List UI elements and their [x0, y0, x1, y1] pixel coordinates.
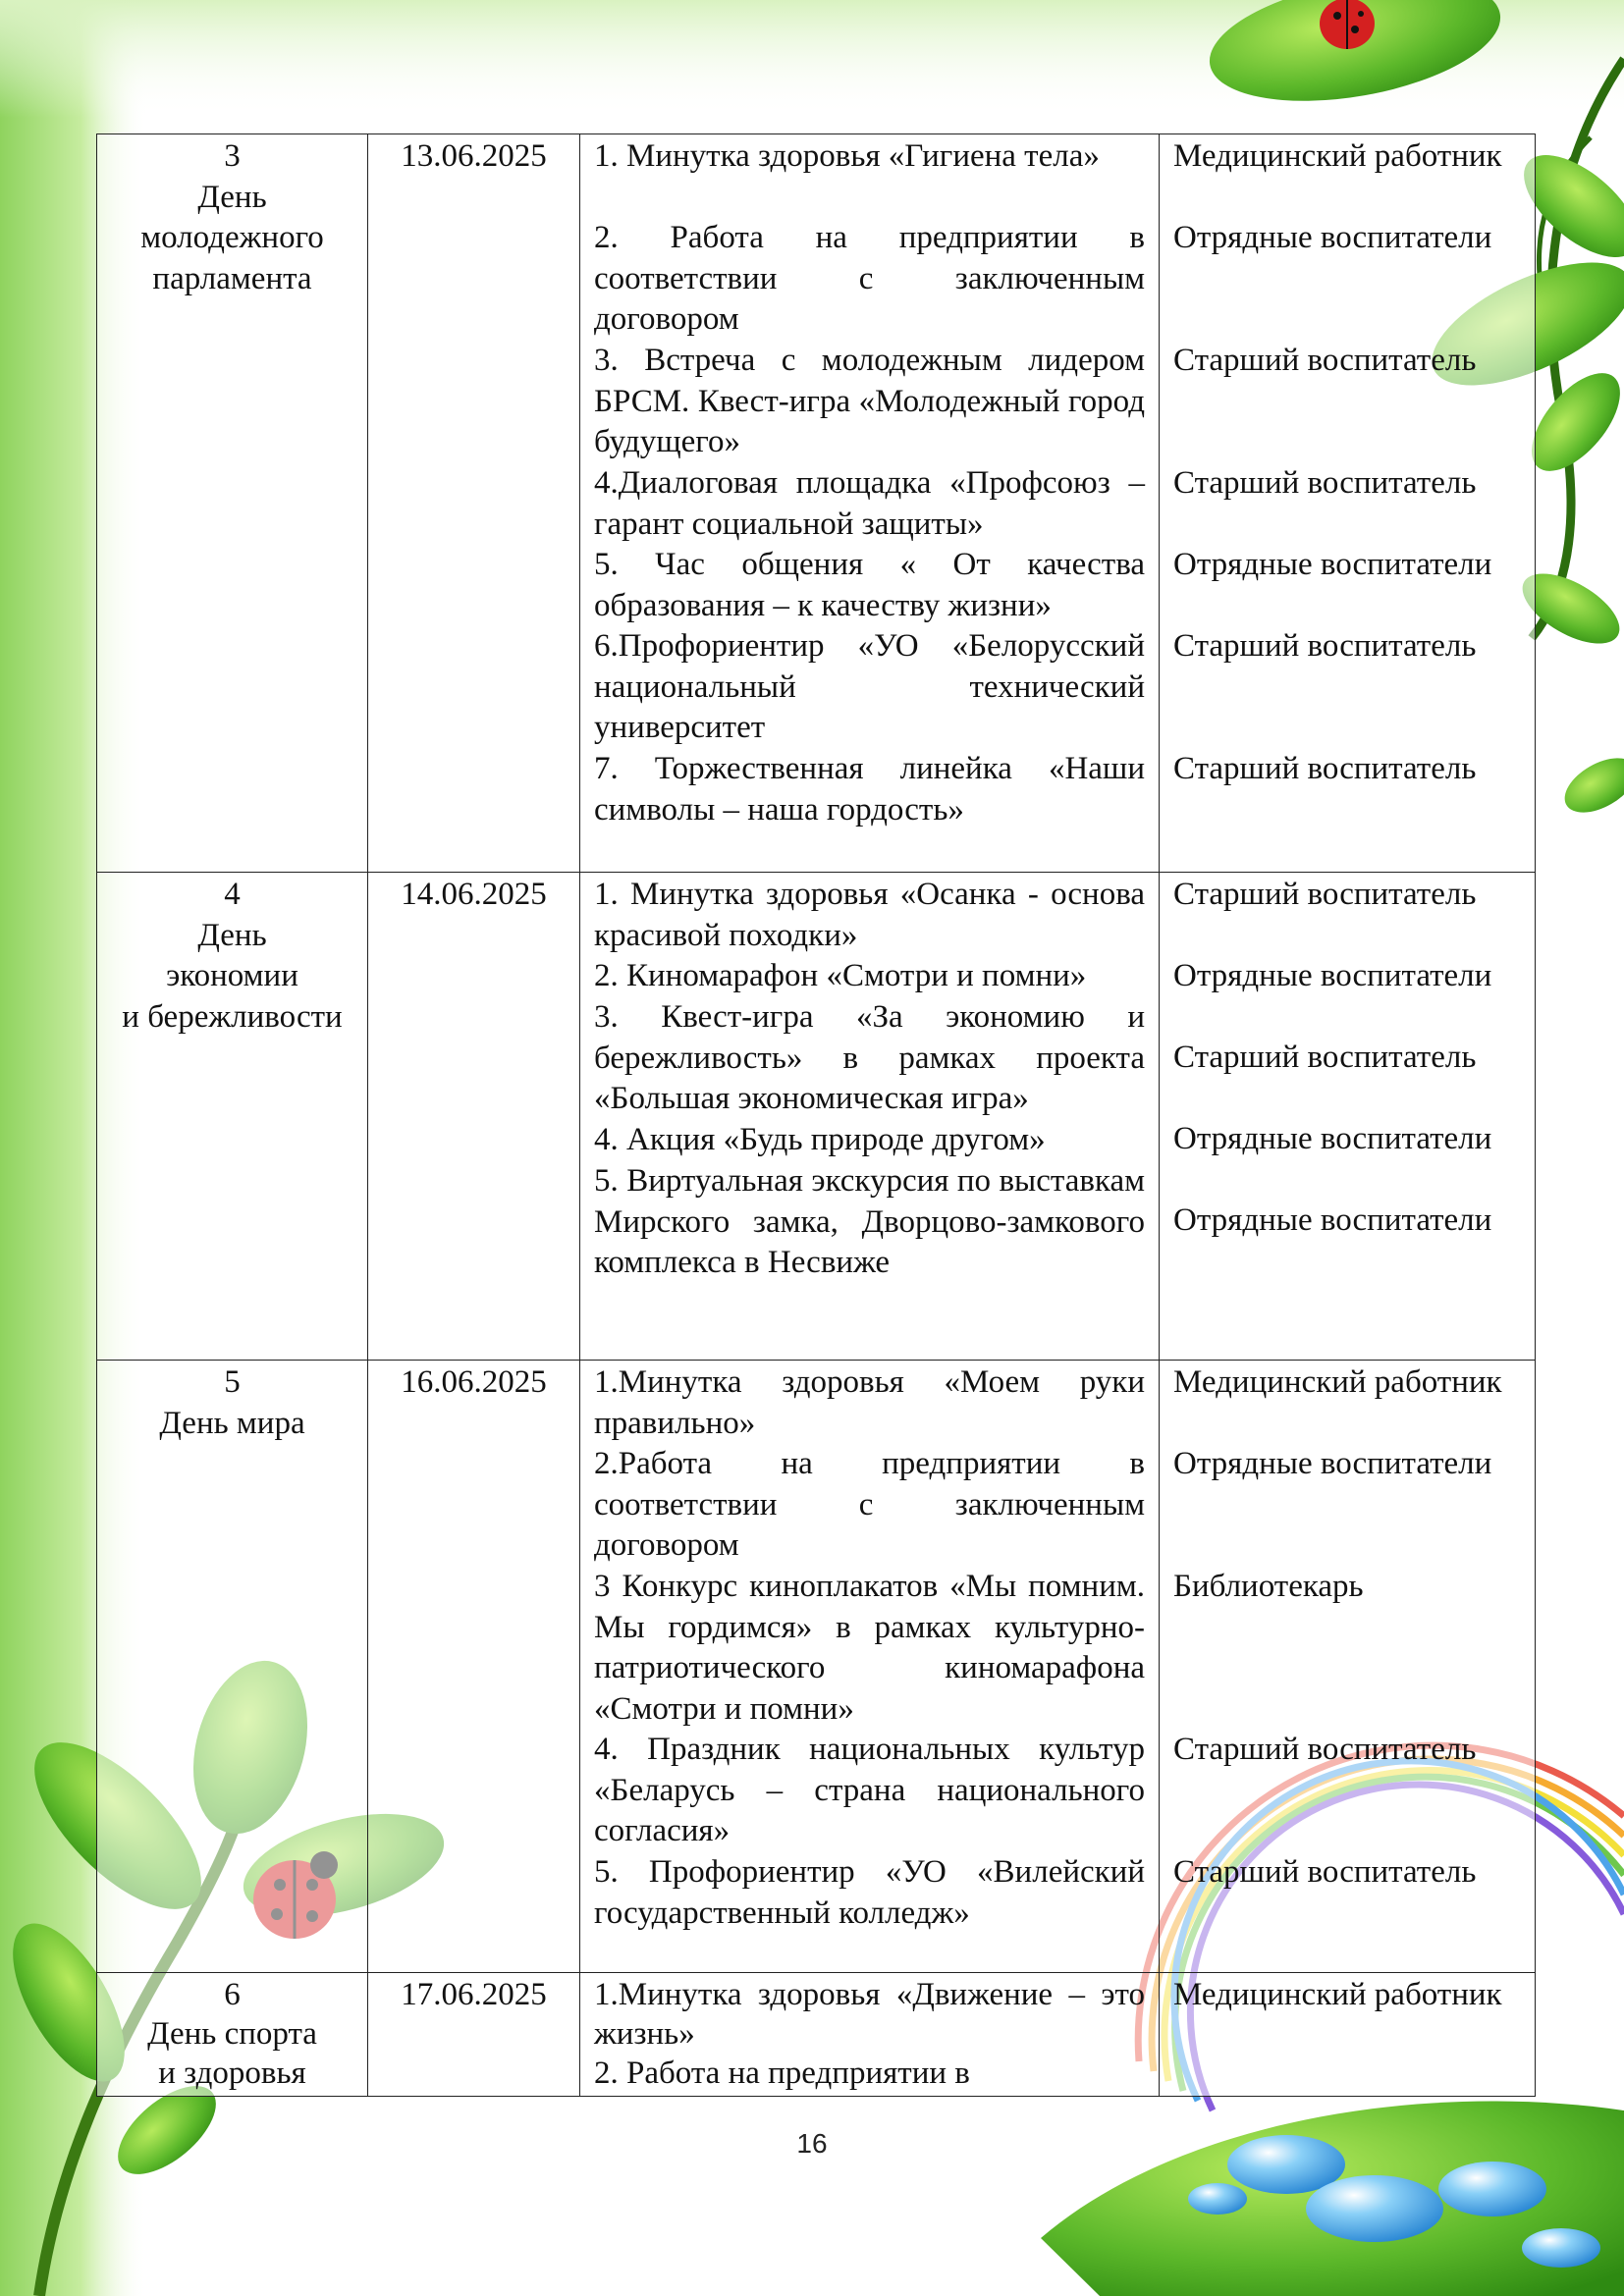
activity-item: 4.Диалоговая площадка «Профсоюз – гарант социальной защиты» [594, 465, 1145, 542]
table-row [97, 1973, 1536, 2097]
day-cell [97, 1973, 368, 2097]
page-number: 16 [796, 2128, 828, 2159]
responsible-item: Старший воспитатель [1173, 1732, 1477, 1767]
activity-item: 2.Работа на предприятии в соответствии с заключенным договором [594, 1446, 1145, 1563]
ladybug-icon [1320, 0, 1375, 49]
activities-cell [580, 873, 1160, 1361]
responsible-item: Старший воспитатель [1173, 877, 1477, 912]
activities-cell [580, 1973, 1160, 2097]
day-title-line: парламента [152, 260, 312, 296]
activity-item: 1.Минутка здоровья «Движение – это жизнь» [594, 1977, 1145, 2052]
day-title-line: День мира [159, 1405, 305, 1441]
activity-item: 3 Конкурс киноплакатов «Мы помним. Мы гордимся» в рамках культурно-патриотического киномарафона «Смотри и помни» [594, 1569, 1145, 1727]
responsible-item: Старший воспитатель [1173, 1040, 1477, 1075]
date-cell: 13.06.2025 [368, 134, 580, 873]
activities-cell [580, 1361, 1160, 1973]
responsible-item: Медицинский работник [1173, 1977, 1502, 2012]
day-title-line: экономии [166, 958, 298, 993]
activity-item: 1. Минутка здоровья «Гигиена тела» [594, 138, 1100, 174]
table-row [97, 1361, 1536, 1973]
day-title-line: День [197, 179, 267, 215]
responsible-cell [1160, 1361, 1536, 1973]
responsible-item: Отрядные воспитатели [1173, 547, 1492, 582]
day-cell [97, 1361, 368, 1973]
day-number: 4 [224, 877, 241, 912]
date-cell: 16.06.2025 [368, 1361, 580, 1973]
responsible-cell [1160, 1973, 1536, 2097]
date-cell: 14.06.2025 [368, 873, 580, 1361]
day-number: 5 [224, 1364, 241, 1400]
responsible-item: Старший воспитатель [1173, 751, 1477, 786]
day-title-line: День спорта [147, 2016, 317, 2052]
responsible-cell [1160, 134, 1536, 873]
activity-item: 4. Акция «Будь природе другом» [594, 1122, 1046, 1157]
activities-cell [580, 134, 1160, 873]
responsible-item: Отрядные воспитатели [1173, 220, 1492, 255]
activity-item: 3. Встреча с молодежным лидером БРСМ. Квест-игра «Молодежный город будущего» [594, 343, 1145, 459]
activity-item: 1.Минутка здоровья «Моем руки правильно» [594, 1364, 1145, 1441]
responsible-item: Отрядные воспитатели [1173, 1446, 1492, 1481]
responsible-item: Старший воспитатель [1173, 465, 1477, 501]
date-cell: 17.06.2025 [368, 1973, 580, 2097]
activity-item: 2. Киномарафон «Смотри и помни» [594, 958, 1087, 993]
responsible-item: Старший воспитатель [1173, 628, 1477, 664]
activity-item: 1. Минутка здоровья «Осанка - основа красивой походки» [594, 877, 1145, 953]
activity-item: 3. Квест-игра «За экономию и бережливость» в рамках проекта «Большая экономическая игра» [594, 999, 1145, 1116]
activity-item: 5. Час общения « От качества образования – к качеству жизни» [594, 547, 1145, 623]
activity-item: 4. Праздник национальных культур «Беларусь – страна национального согласия» [594, 1732, 1145, 1848]
responsible-item: Старший воспитатель [1173, 1854, 1477, 1890]
activity-item: 2. Работа на предприятии в [594, 2056, 970, 2091]
table-row [97, 134, 1536, 873]
schedule-sheet [96, 133, 1535, 2097]
day-title-line: День [197, 917, 267, 953]
responsible-cell [1160, 873, 1536, 1361]
day-cell [97, 873, 368, 1361]
activity-item: 5. Профориентир «УО «Вилейский государственный колледж» [594, 1854, 1145, 1931]
responsible-item: Библиотекарь [1173, 1569, 1364, 1604]
responsible-item: Отрядные воспитатели [1173, 958, 1492, 993]
day-title-line: молодежного [140, 220, 324, 255]
responsible-item: Медицинский работник [1173, 1364, 1502, 1400]
day-title-line: и бережливости [122, 998, 343, 1035]
activity-item: 6.Профориентир «УО «Белорусский национальный технический университет [594, 628, 1145, 745]
responsible-item: Отрядные воспитатели [1173, 1202, 1492, 1238]
activity-item: 5. Виртуальная экскурсия по выставкам Мирского замка, Дворцово-замкового комплекса в Несвиже [594, 1163, 1145, 1280]
activity-item: 7. Торжественная линейка «Наши символы – наша гордость» [594, 751, 1145, 828]
responsible-item: Отрядные воспитатели [1173, 1121, 1492, 1156]
day-cell [97, 134, 368, 873]
responsible-item: Старший воспитатель [1173, 343, 1477, 378]
day-number: 3 [224, 138, 241, 174]
table-row [97, 873, 1536, 1361]
activity-item: 2. Работа на предприятии в соответствии с заключенным договором [594, 220, 1145, 337]
day-title-line: и здоровья [158, 2056, 306, 2091]
schedule-table [96, 133, 1536, 2097]
day-number: 6 [224, 1977, 241, 2012]
responsible-item: Медицинский работник [1173, 138, 1502, 174]
